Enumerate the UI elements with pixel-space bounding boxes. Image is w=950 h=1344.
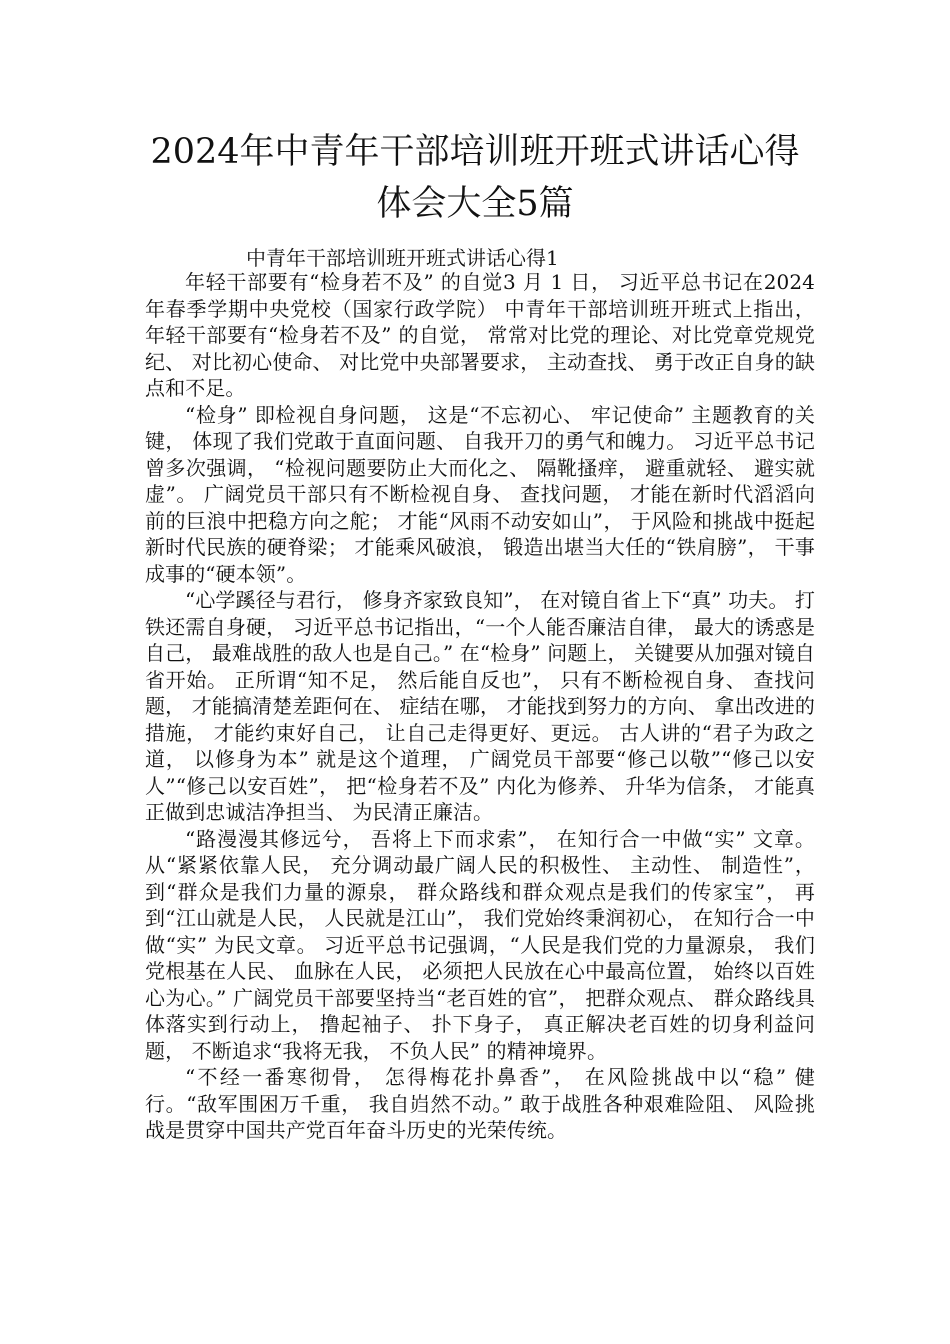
paragraph: “检身” 即检视自身问题， 这是“不忘初心、 牢记使命” 主题教育的关键， 体现了我们党敢于直面问题、 自我开刀的勇气和魄力。 习近平总书记曾多次强调， “检视问题要防止大而化之、 隔靴搔痒， 避重就轻、 避实就虚”。 广阔党员干部只有不断检视自身、 查找问题， 才能在新时代滔滔向前的巨浪中把稳方向之舵； 才能“风雨不动安如山”， 于风险和挑战中挺起新时代民族的硬脊梁； 才能乘风破浪， 锻造出堪当大任的“铁肩膀”， 干事成事的“硬本领”。 xyxy=(145,402,815,586)
paragraph: “心学蹊径与君行， 修身齐家致良知”， 在对镜自省上下“真” 功夫。 打铁还需自身硬， 习近平总书记指出，“一个人能否廉洁自律， 最大的诱惑是自己， 最难战胜的敌人也是自己。” 在“检身” 问题上， 关键要从加强对镜自省开始。 正所谓“知不足， 然后能自反也”， 只有不断检视自身、 查找问题， 才能搞清楚差距何在、 症结在哪， 才能找到努力的方向、 拿出改进的措施， 才能约束好自己， 让自己走得更好、更远。 古人讲的“君子为政之道， 以修身为本” 就是这个道理， 广阔党员干部要“修己以敬”“修己以安人”“修己以安百姓”， 把“检身若不及” 内化为修养、 升华为信条， 才能真正做到忠诚洁净担当、 为民清正廉洁。 xyxy=(145,588,815,824)
paragraph: 年轻干部要有“检身若不及” 的自觉3 月 1 日， 习近平总书记在2024 年春季学期中央党校（国家行政学院） 中青年干部培训班开班式上指出， 年轻干部要有“检身若不及” 的自觉， 常常对比党的理论、对比党章党规党纪、 对比初心使命、 对比党中央部署要求， 主动查找、 勇于改正自身的缺点和不足。 xyxy=(145,270,815,400)
section-title: 中青年干部培训班开班式讲话心得1 xyxy=(246,246,559,270)
document-title-line1: 2024年中青年干部培训班开班式讲话心得 xyxy=(150,132,800,172)
document-title-line2: 体会大全5篇 xyxy=(376,184,574,224)
paragraph: “不经一番寒彻骨， 怎得梅花扑鼻香”， 在风险挑战中以“稳” 健行。“敌军围困万千重， 我自岿然不动。” 敢于战胜各种艰难险阻、 风险挑战是贯穿中国共产党百年奋斗历史的光荣传统。 xyxy=(145,1065,815,1142)
document-body xyxy=(145,269,815,1144)
paragraph: “路漫漫其修远兮， 吾将上下而求索”， 在知行合一中做“实” 文章。 从“紧紧依靠人民， 充分调动最广阔人民的积极性、 主动性、 制造性”， 到“群众是我们力量的源泉， 群众路线和群众观点是我们的传家宝”， 再到“江山就是人民， 人民就是江山”， 我们党始终秉润初心， 在知行合一中做“实” 为民文章。 习近平总书记强调，“人民是我们党的力量源泉， 我们党根基在人民、 血脉在人民， 必须把人民放在心中最高位置， 始终以百姓心为心。” 广阔党员干部要坚持当“老百姓的官”， 把群众观点、 群众路线具体落实到行动上， 撸起袖子、 扑下身子， 真正解决老百姓的切身利益问题， 不断追求“我将无我， 不负人民” 的精神境界。 xyxy=(145,826,815,1063)
